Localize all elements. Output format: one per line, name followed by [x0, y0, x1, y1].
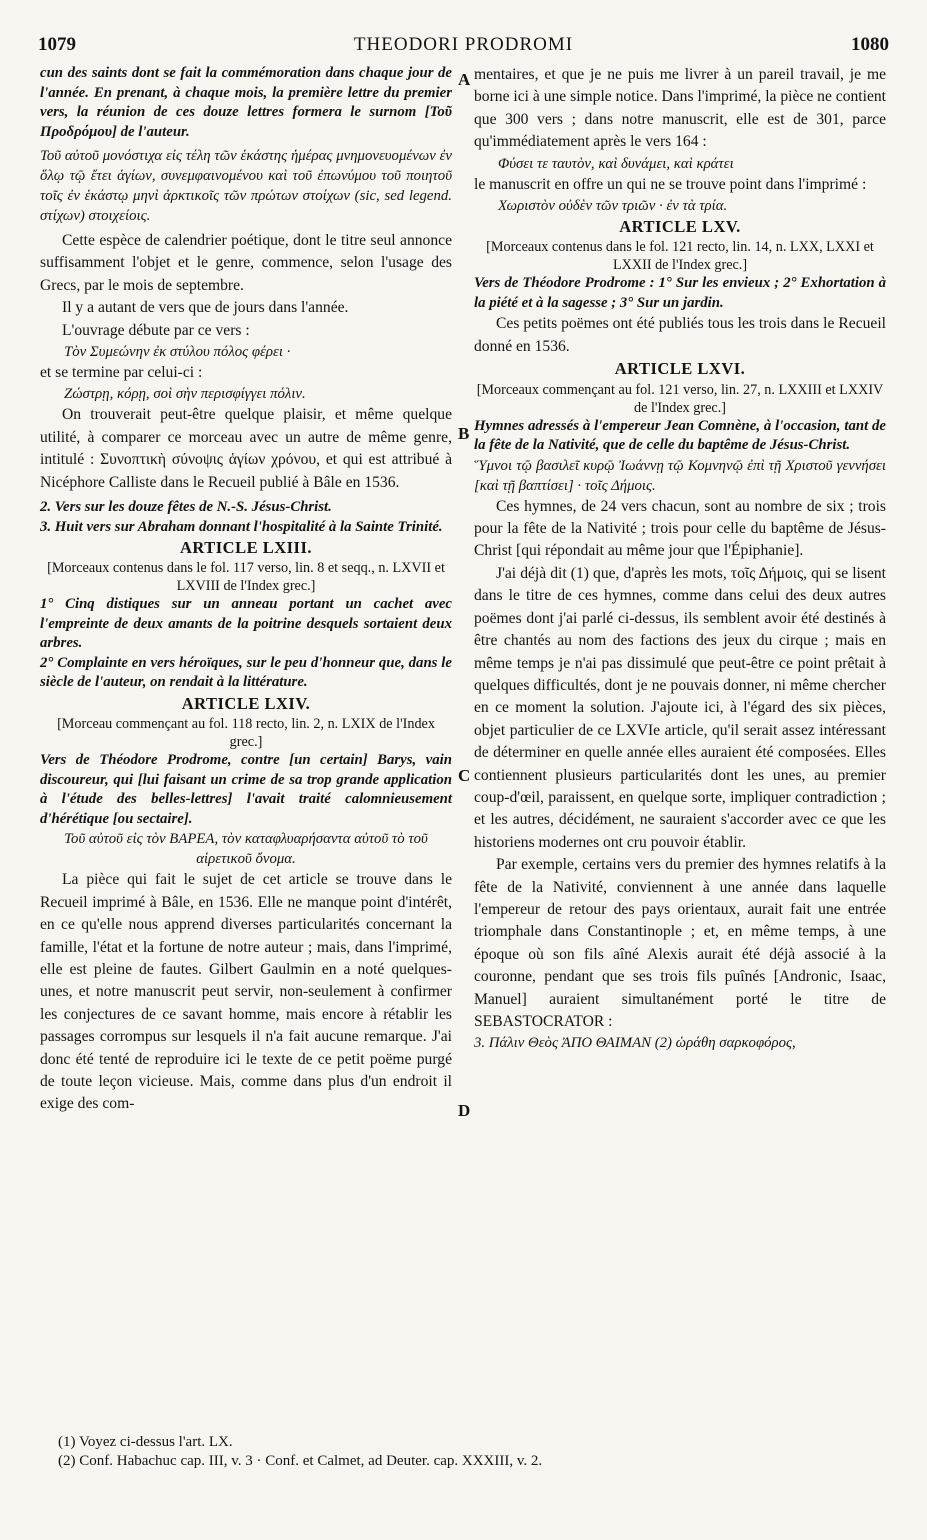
- footnote-1: (1) Voyez ci-dessus l'art. LX.: [58, 1434, 233, 1450]
- greek-verse-164: Φύσει τε ταυτὸν, καὶ δυνάμει, καὶ κράτει: [498, 155, 734, 172]
- article-65-description: Vers de Théodore Prodrome : 1° Sur les envieux ; 2° Exhortation à la piété et à la sagesse ; 3° Sur un jardin.: [474, 275, 886, 311]
- right-page-number: 1080: [851, 34, 889, 55]
- article-66-paragraph-3: Par exemple, certains vers du premier des hymnes relatifs à la fête de la Nativité, conviennent à une année dans laquelle l'empereur de retour des pays orientaux, aurait fait une entrée triomphale dans Constantinople ; et, en même temps, à une époque où son fils aîné Alexis aurait été déjà associé à la couronne, pendant que ses trois fils puînés [Andronic, Isaac, Manuel] auraient simultanément porté le titre de SEBASTOCRATOR :: [474, 856, 886, 1030]
- intro-note: cun des saints dont se fait la commémoration dans chaque jour de l'année. En prenant, à chaque mois, la première lettre du premier vers, la réunion de ces douze lettres formera le surnom [Τοῦ Προδρόμου] de l'auteur.: [40, 65, 452, 140]
- article-66-greek-title: Ὕμνοι τῷ βασιλεῖ κυρῷ Ἰωάννῃ τῷ Κομνηνῷ ἐπὶ τῇ Χριστοῦ γεννήσει [καὶ τῇ βαπτίσει] · τοῖς Δήμοις.: [474, 457, 886, 494]
- article-66-greek-verse: 3. Πάλιν Θεὸς ἈΠΟ ΘΑΙΜΑΝ (2) ὡράθη σαρκοφόρος,: [474, 1035, 796, 1052]
- article-65-body: Ces petits poëmes ont été publiés tous les trois dans le Recueil donné en 1536.: [474, 315, 886, 355]
- left-page-number: 1079: [38, 34, 76, 55]
- article-64-bracket: [Morceau commençant au fol. 118 recto, lin. 2, n. LXIX de l'Index grec.]: [57, 716, 435, 751]
- greek-title-calendar: Τοῦ αὐτοῦ μονόστιχα εἰς τέλη τῶν ἑκάστης ἡμέρας μνημονευομένων ἐν ὅλῳ τῷ ἔτει ἁγίων, συνεμφαινομένου καὶ τοῦ ἐπωνύμου τοῦ ποιητοῦ τοῖς ἐν ἑκάστῳ μηνὶ ἀρκτικοῖς τῶν πρώτων στοίχων (sic, sed legend. στίχων) στοιχείοις.: [40, 148, 452, 224]
- article-63-item-1: 1° Cinq distiques sur un anneau portant un cachet avec l'empreinte de deux amants de la poitrine desquels sortaient deux arbres.: [40, 596, 452, 652]
- article-66-description: Hymnes adressés à l'empereur Jean Comnène, à l'occasion, tant de la fête de la Nativité, que de celle du baptême de Jésus-Christ.: [474, 417, 886, 454]
- item-two-feasts: 2. Vers sur les douze fêtes de N.-S. Jésus-Christ.: [40, 499, 332, 516]
- footnote-2: (2) Conf. Habachuc cap. III, v. 3 · Conf. et Calmet, ad Deuter. cap. XXXIII, v. 2.: [58, 1453, 543, 1469]
- article-66-bracket: [Morceaux commençant au fol. 121 verso, lin. 27, n. LXXIII et LXXIV de l'Index grec.]: [476, 381, 884, 416]
- greek-verse-first: Τὸν Συμεώνην ἐκ στύλου πόλος φέρει ·: [64, 344, 291, 361]
- greek-verse-extra: Χωριστὸν οὐδὲν τῶν τριῶν · ἐν τὰ τρία.: [498, 198, 728, 215]
- paragraph-verses-count: Il y a autant de vers que de jours dans l'année.: [62, 299, 349, 317]
- article-65-heading: ARTICLE LXV.: [619, 217, 741, 237]
- paragraph-manuscript-extra: le manuscrit en offre un qui ne se trouve point dans l'imprimé :: [474, 175, 867, 193]
- margin-letter-c: C: [458, 766, 471, 785]
- footnotes: [58, 1433, 542, 1471]
- greek-verse-last: Ζώστρῃ, κόρῃ, σοὶ σὴν περισφίγγει πόλιν.: [64, 386, 306, 403]
- margin-letter-a: A: [458, 70, 471, 89]
- right-column: [474, 64, 886, 1053]
- article-66-paragraph-1: Ces hymnes, de 24 vers chacun, sont au nombre de six ; trois pour la fête de la Nativité ; trois pour celle du baptême de Jésus-Christ [qui répondait au même jour que l'Épiphanie].: [474, 497, 886, 560]
- article-64-heading: ARTICLE LXIV.: [181, 693, 311, 713]
- paragraph-ending: et se termine par celui-ci :: [40, 364, 203, 382]
- article-66-paragraph-2: J'ai déjà dit (1) que, d'après les mots, τοῖς Δήμοις, qui se lisent dans le titre de ces hymnes, comme dans celui des deux autres poëmes dont j'ai parlé ci-dessus, ils semblent avoir été destinés à être chantés au nom des factions des jeux du cirque ; mais en même temps je n'ai pas dissimulé que peut-être ce point prêtait à quelques difficultés, dont je ne pouvais donner, ni même chercher en ce moment la solution. J'ajoute ici, à l'égard des six pièces, objet particulier de ce LXVIe article, qu'il serait assez intéressant de déterminer en quelle année elles auraient été composées. Elles contiennent plusieurs particularités dont les unes, au premier coup-d'œil, paraissent, en quelque sorte, impliquer contradiction ; et les autres, décidément, ne sauraient s'accorder avec ce que les historiens modernes ont cru pouvoir établir.: [474, 564, 886, 851]
- running-title: THEODORI PRODROMI: [353, 34, 574, 55]
- left-column: [40, 64, 452, 1116]
- article-66-heading: ARTICLE LXVI.: [614, 359, 746, 379]
- article-65-bracket: [Morceaux contenus dans le fol. 121 recto, lin. 14, n. LXX, LXXI et LXXII de l'Index grec.]: [486, 239, 874, 274]
- paragraph-calendar: Cette espèce de calendrier poétique, dont le titre seul annonce suffisamment l'objet et le genre, commence, selon l'usage des Grecs, par le mois de septembre.: [40, 232, 452, 294]
- item-three-abraham: 3. Huit vers sur Abraham donnant l'hospitalité à la Sainte Trinité.: [40, 518, 443, 535]
- running-header: [38, 34, 889, 58]
- paragraph-beginning: L'ouvrage débute par ce vers :: [62, 321, 250, 339]
- article-63-item-2: 2° Complainte en vers héroïques, sur le peu d'honneur que, dans le siècle de l'auteur, on rendait à la littérature.: [40, 654, 452, 691]
- article-63-heading: ARTICLE LXIII.: [179, 538, 313, 558]
- article-64-greek-title: Τοῦ αὐτοῦ εἰς τὸν ΒΑΡΕΑ, τὸν καταφλυαρήσαντα αὐτοῦ τὸ τοῦ αἱρετικοῦ ὄνομα.: [64, 831, 428, 868]
- article-64-body: La pièce qui fait le sujet de cet article se trouve dans le Recueil imprimé à Bâle, en 1536. Elle ne manque point d'intérêt, en ce qu'elle nous apprend diverses particularités concernant la famille, l'état et la fortune de notre auteur ; mais, dans l'imprimé, elle est pleine de fautes. Gilbert Gaulmin en a noté quelques-unes, et notre manuscrit peut servir, non-seulement à confirmer les conjectures de ce savant homme, mais encore à rétablir les passages corrompus sur lesquels il n'a fait aucune remarque. J'ai donc été tenté de reproduire ici le texte de ce petit poëme purgé de toute leçon vicieuse. Mais, comme dans plus d'un endroit il exige des com-: [40, 871, 452, 1113]
- paragraph-comparison: On trouverait peut-être quelque plaisir, et même quelque utilité, à comparer ce morceau avec un autre de même genre, intitulé : Συνοπτικὴ σύνοψις ἁγίων χρόνου, et qui est attribué à Nicéphore Calliste dans le Recueil publié à Bâle en 1536.: [40, 406, 452, 491]
- margin-letter-d: D: [458, 1101, 471, 1120]
- paragraph-commentary: mentaires, et que je ne puis me livrer à un pareil travail, je me borne ici à une simple notice. Dans l'imprimé, la pièce ne contient que 300 vers ; dans notre manuscrit, elle est de 301, parce qu'immédiatement après le vers 164 :: [474, 66, 887, 151]
- margin-letter-b: B: [458, 424, 470, 443]
- article-63-bracket: [Morceaux contenus dans le fol. 117 verso, lin. 8 et seqq., n. LXVII et LXVIII de l'Index grec.]: [47, 560, 445, 595]
- article-64-description: Vers de Théodore Prodrome, contre [un certain] Barys, vain discoureur, qui [lui faisant un crime de sa trop grande application à l'étude des belles-lettres] l'avait traité calomnieusement d'hérétique [ou sectaire].: [40, 752, 452, 827]
